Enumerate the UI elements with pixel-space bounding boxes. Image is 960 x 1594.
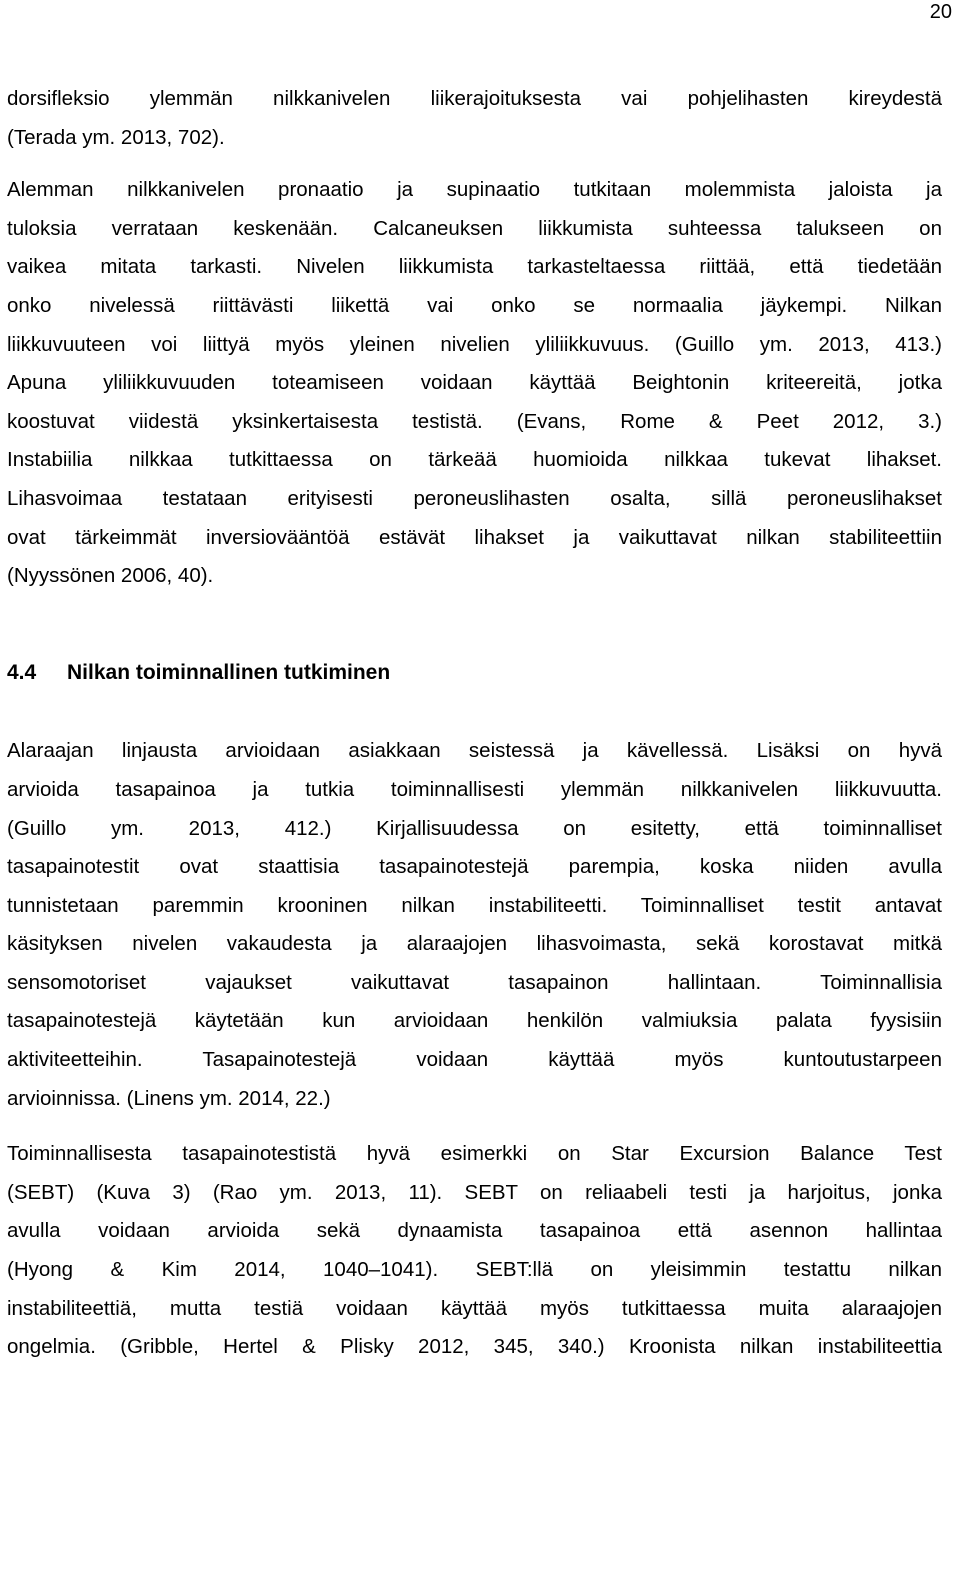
text-line: (SEBT) (Kuva 3) (Rao ym. 2013, 11). SEBT on reliaabeli testi ja harjoitus, jonka: [7, 1180, 942, 1204]
text-line: ovat tärkeimmät inversiovääntöä estävät lihakset ja vaikuttavat nilkan stabiliteettiin: [7, 525, 942, 549]
text-line: tasapainotestejä käytetään kun arvioidaan henkilön valmiuksia palata fyysisiin: [7, 1009, 942, 1033]
text-line: dorsifleksio ylemmän nilkkanivelen liikerajoituksesta vai pohjelihasten kireydestä: [7, 87, 942, 110]
paragraph: [7, 1135, 942, 1367]
text-line: (Hyong & Kim 2014, 1040–1041). SEBT:llä on yleisimmin testattu nilkan: [7, 1258, 942, 1282]
text-line: Lihasvoimaa testataan erityisesti peroneuslihasten osalta, sillä peroneuslihakset: [7, 486, 942, 510]
text-line: liikkuvuuteen voi liittyä myös yleinen nivelien yliliikkuvuus. (Guillo ym. 2013, 413.): [7, 332, 942, 356]
paragraph: [7, 732, 942, 1118]
text-line: Toiminnallisesta tasapainotestistä hyvä esimerkki on Star Excursion Balance Test: [7, 1142, 942, 1166]
text-line: Instabiilia nilkkaa tutkittaessa on tärkeää huomioida nilkkaa tukevat lihakset.: [7, 448, 942, 472]
text-line: (Terada ym. 2013, 702).: [7, 125, 225, 149]
text-line: vaikea mitata tarkasti. Nivelen liikkumista tarkasteltaessa riittää, että tiedetään: [7, 255, 942, 279]
text-line: aktiviteetteihin. Tasapainotestejä voidaan käyttää myös kuntoutustarpeen: [7, 1048, 942, 1072]
text-line: instabiliteettiä, mutta testiä voidaan käyttää myös tutkittaessa muita alaraajojen: [7, 1296, 942, 1320]
text-line: tunnistetaan paremmin krooninen nilkan instabiliteetti. Toiminnalliset testit antavat: [7, 893, 942, 917]
section-title: Nilkan toiminnallinen tutkiminen: [67, 660, 391, 684]
text-line: avulla voidaan arvioida sekä dynaamista tasapainoa että asennon hallintaa: [7, 1219, 942, 1243]
text-line: tasapainotestit ovat staattisia tasapainotestejä parempia, koska niiden avulla: [7, 855, 942, 879]
page-number: 20: [929, 1, 952, 23]
text-line: (Guillo ym. 2013, 412.) Kirjallisuudessa on esitetty, että toiminnalliset: [7, 816, 942, 840]
text-line: sensomotoriset vajaukset vaikuttavat tasapainon hallintaan. Toiminnallisia: [7, 970, 942, 994]
section-number: 4.4: [7, 660, 37, 684]
text-line: ongelmia. (Gribble, Hertel & Plisky 2012, 345, 340.) Kroonista nilkan instabiliteettia: [7, 1335, 942, 1359]
text-line: tuloksia verrataan keskenään. Calcaneuksen liikkumista suhteessa talukseen on: [7, 216, 942, 240]
section-heading: [7, 654, 942, 693]
text-line: Alemman nilkkanivelen pronaatio ja supinaatio tutkitaan molemmista jaloista ja: [7, 178, 942, 202]
paragraph: [7, 171, 942, 596]
document-body: [7, 80, 942, 1367]
text-line: Alaraajan linjausta arvioidaan asiakkaan seistessä ja kävellessä. Lisäksi on hyvä: [7, 739, 942, 763]
text-line: (Nyyssönen 2006, 40).: [7, 564, 214, 588]
text-line: onko nivelessä riittävästi liikettä vai onko se normaalia jäykempi. Nilkan: [7, 293, 942, 317]
text-line: arvioinnissa. (Linens ym. 2014, 22.): [7, 1086, 331, 1110]
text-line: Apuna yliliikkuvuuden toteamiseen voidaan käyttää Beightonin kriteereitä, jotka: [7, 371, 942, 395]
text-line: käsityksen nivelen vakaudesta ja alaraajojen lihasvoimasta, sekä korostavat mitkä: [7, 932, 942, 956]
paragraph: [7, 80, 942, 157]
text-line: koostuvat viidestä yksinkertaisesta testistä. (Evans, Rome & Peet 2012, 3.): [7, 409, 942, 433]
text-line: arvioida tasapainoa ja tutkia toiminnallisesti ylemmän nilkkanivelen liikkuvuutta.: [7, 777, 942, 801]
